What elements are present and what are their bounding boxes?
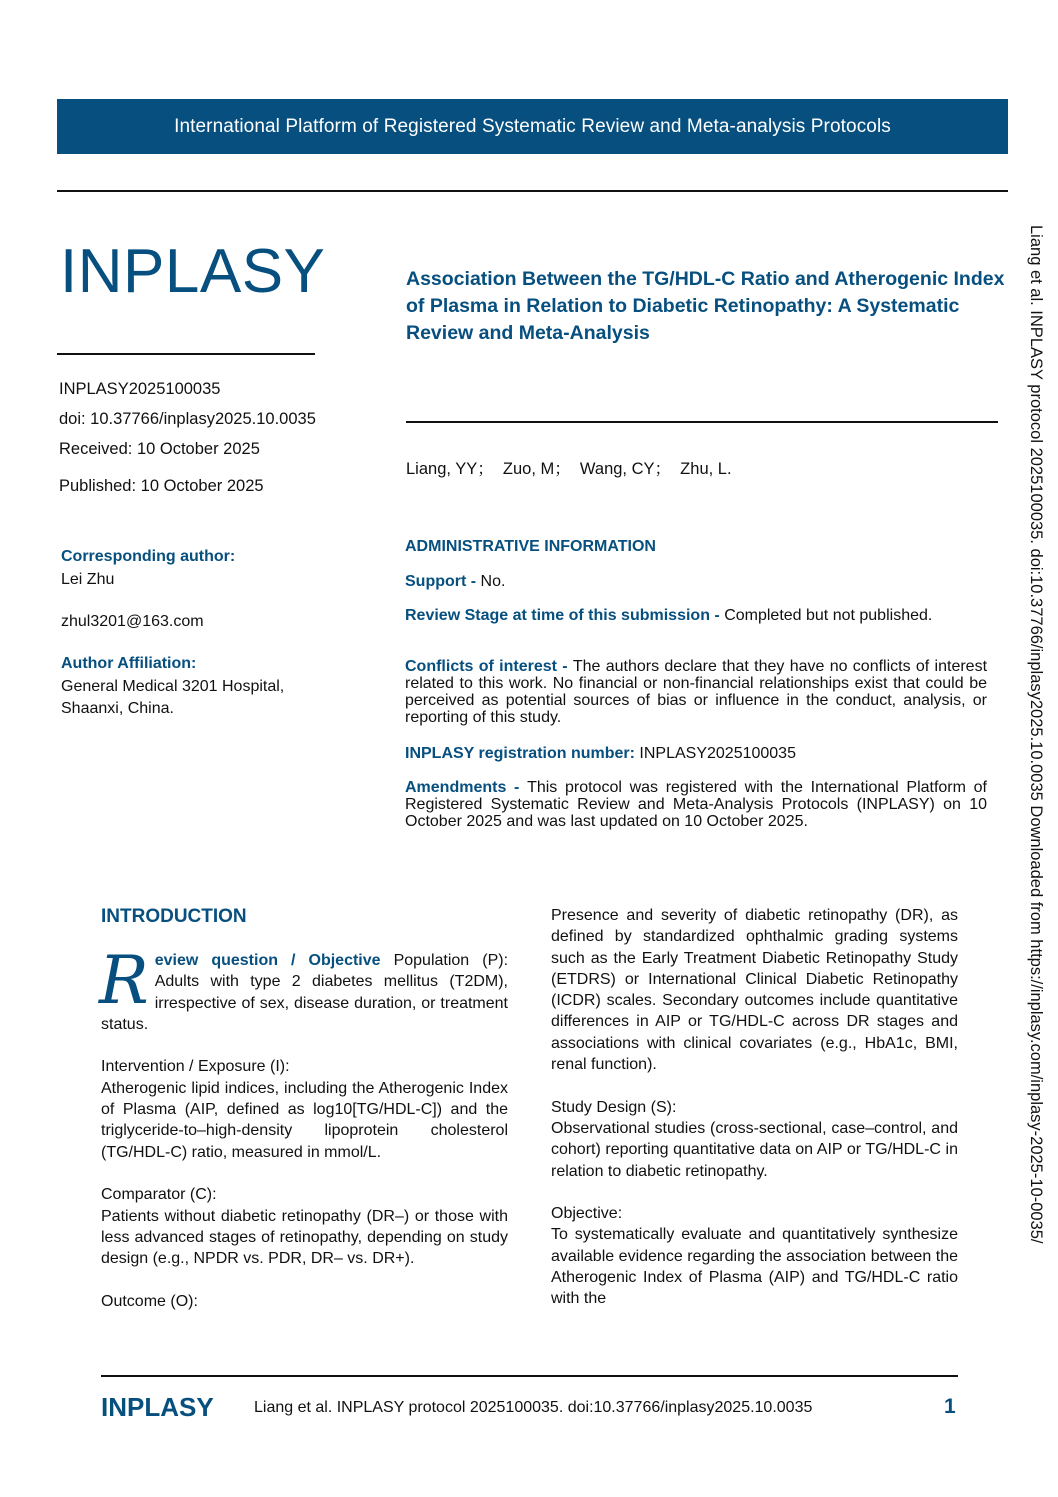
admin-support: [405, 573, 987, 590]
affiliation-line-1: General Medical 3201 Hospital,: [61, 678, 285, 695]
title-divider: [406, 421, 998, 423]
comparator-paragraph: [101, 1184, 508, 1269]
objective-text: To systematically evaluate and quantitatively synthesize available evidence regarding the association between the Atherogenic Index of Plasma (AIP) and TG/HDL-C ratio with the: [551, 1226, 958, 1308]
objective-paragraph: [551, 1203, 958, 1309]
outcome-paragraph: [551, 905, 958, 1075]
amendments-label: Amendments -: [405, 779, 528, 796]
protocol-id: INPLASY2025100035: [59, 380, 221, 398]
banner-text: International Platform of Registered Systematic Review and Meta-analysis Protocols: [174, 115, 891, 137]
author-list: Liang, YY； Zuo, M； Wang, CY； Zhu, L.: [406, 460, 732, 478]
admin-amendments: [405, 779, 987, 830]
logo-divider: [57, 353, 315, 355]
admin-heading: ADMINISTRATIVE INFORMATION: [405, 538, 656, 555]
intro-column-right: [551, 905, 958, 1331]
review-question-lead: eview question / Objective: [154, 952, 381, 969]
received-date: Received: 10 October 2025: [59, 440, 260, 458]
affiliation-label: Author Affiliation:: [61, 655, 197, 672]
header-banner: [57, 99, 1008, 154]
conflicts-value: The authors declare that they have no conflicts of interest related to this work. No financial or non-financial relationships exist that could be perceived as potential sources of bias or influence in the conduct, analysis, or reporting of this study.: [405, 658, 988, 726]
design-paragraph: [551, 1097, 958, 1182]
outcome-label-paragraph: [101, 1291, 508, 1312]
admin-review-stage: [405, 607, 987, 624]
design-label: Study Design (S):: [551, 1098, 677, 1116]
population-paragraph: [99, 942, 509, 1035]
doi-link[interactable]: doi: 10.37766/inplasy2025.10.0035: [59, 410, 316, 428]
review-stage-label: Review Stage at time of this submission -: [405, 607, 725, 624]
amendments-value: This protocol was registered with the International Platform of Registered Systematic Review and Meta-Analysis Protocols (INPLASY) on 10 October 2025 and was last updated on 10 October 2025.: [405, 779, 987, 830]
page-number: 1: [944, 1395, 956, 1418]
review-stage-value: Completed but not published.: [724, 607, 933, 624]
design-text: Observational studies (cross-sectional, case–control, and cohort) reporting quantitative data on AIP or TG/HDL-C in relation to diabetic retinopathy.: [551, 1119, 958, 1180]
introduction-heading: INTRODUCTION: [101, 906, 247, 927]
drop-cap: R: [99, 942, 149, 1019]
conflicts-label: Conflicts of interest -: [405, 658, 573, 675]
published-date: Published: 10 October 2025: [59, 477, 264, 495]
comparator-label: Comparator (C):: [101, 1186, 217, 1204]
intervention-label: Intervention / Exposure (I):: [101, 1058, 290, 1076]
intervention-paragraph: [101, 1056, 508, 1162]
corresponding-author-label: Corresponding author:: [61, 548, 236, 565]
outcome-label: Outcome (O):: [101, 1292, 198, 1310]
support-value: No.: [480, 573, 506, 590]
footer-logo: INPLASY: [101, 1392, 214, 1422]
population-text: Population (P): Adults with type 2 diabetes mellitus (T2DM), irrespective of sex, disease duration, or treatment status.: [101, 952, 509, 1033]
support-label: Support -: [405, 573, 481, 590]
footer-divider: [101, 1375, 958, 1377]
footer-citation: Liang et al. INPLASY protocol 2025100035. doi:10.37766/inplasy2025.10.0035: [254, 1399, 813, 1416]
comparator-text: Patients without diabetic retinopathy (DR–) or those with less advanced stages of retinopathy, depending on study design (e.g., NPDR vs. PDR, DR– vs. DR+).: [101, 1207, 508, 1268]
objective-label: Objective:: [551, 1205, 623, 1223]
author-email[interactable]: zhul3201@163.com: [61, 613, 204, 630]
corresponding-author-name: Lei Zhu: [61, 571, 115, 588]
registration-value: INPLASY2025100035: [639, 745, 796, 762]
paper-title: Association Between the TG/HDL-C Ratio and Atherogenic Index of Plasma in Relation to Diabetic Retinopathy: A Systematic Review and Meta-Analysis: [406, 268, 1005, 344]
registration-label: INPLASY registration number:: [405, 745, 640, 762]
admin-registration: [405, 745, 987, 762]
outcome-text: Presence and severity of diabetic retinopathy (DR), as defined by standardized ophthalmic grading systems such as the Early Treatment Diabetic Retinopathy Study (ETDRS) or International Clinical Diabetic Retinopathy (ICDR) scales. Secondary outcomes include quantitative differences in AIP or TG/HDL-C across DR stages and associations with clinical covariates (e.g., HbA1c, BMI, renal function).: [551, 907, 958, 1074]
side-download-citation: Liang et al. INPLASY protocol 2025100035. doi:10.37766/inplasy2025.10.0035 Downloaded from https://inplasy.com/inplasy-2025-10-0035/: [1027, 225, 1045, 1244]
header-divider: [57, 190, 1008, 192]
intro-column-left: [99, 942, 509, 1333]
intervention-text: Atherogenic lipid indices, including the Atherogenic Index of Plasma (AIP, defined as log10[TG/HDL-C]) and the triglyceride-to–high-density lipoprotein cholesterol (TG/HDL-C) ratio, measured in mmol/L.: [101, 1079, 508, 1161]
admin-conflicts: [405, 658, 987, 726]
inplasy-logo: INPLASY: [60, 237, 326, 306]
affiliation-line-2: Shaanxi, China.: [61, 700, 174, 717]
